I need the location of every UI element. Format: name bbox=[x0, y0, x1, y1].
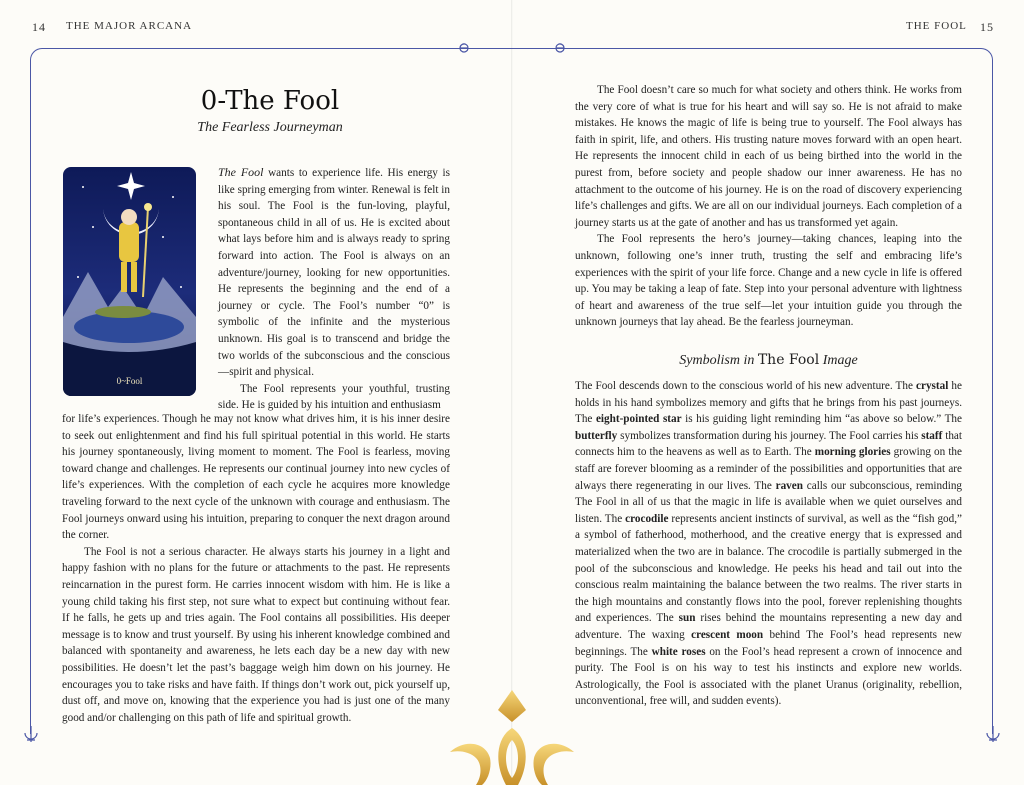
left-page-number: 14 bbox=[32, 20, 46, 34]
paragraph-2-start: The Fool represents your youthful, trusting side. He is guided by his intuition and enthusiasm bbox=[218, 382, 450, 412]
chapter-subtitle: The Fearless Journeyman bbox=[197, 120, 343, 135]
chapter-title: 0-The Fool bbox=[200, 86, 340, 116]
keyword: sun bbox=[678, 612, 696, 625]
symbolism-text bbox=[575, 378, 962, 710]
keyword: butterfly bbox=[575, 429, 618, 442]
gold-crown-ornament-icon bbox=[446, 688, 578, 785]
keyword: white roses bbox=[651, 645, 706, 658]
symbolism-heading: Symbolism in The Fool Image bbox=[679, 352, 858, 368]
right-page-number: 15 bbox=[980, 20, 994, 34]
keyword: crescent moon bbox=[691, 628, 764, 641]
intro-text-column bbox=[218, 164, 450, 414]
keyword: staff bbox=[921, 429, 943, 442]
paragraph-2-continued: for life’s experiences. Though he may not know what drives him, it is his inner desire to seek out enlightenment and find his full spiritual potential in this world. He starts his journey spontaneously, living moment to moment. The Fool is fearless, moving toward change and challenges. He represents our continual journey into new cycles of life’s experiences. With the completion of each cycle he acquires more knowledge traveling forward to the next cycle of the unknown with courage and enthusiasm. The Fool journeys onward using his intuition, preparing to conquer the next dragon around the corner. bbox=[62, 413, 450, 542]
lead-word: The Fool bbox=[218, 165, 264, 179]
right-body-text bbox=[575, 82, 962, 331]
fool-tarot-card bbox=[63, 167, 196, 396]
symbolism-paragraph: The Fool descends down to the conscious world of his new adventure. The crystal he holds in his hand symbolizes memory and gifts that he brings from his past journeys. The eight-pointed star is his guiding light reminding him “as above so below.” The butterfly symbolizes transformation during his journey. The Fool carries his staff that connects him to the heavens as well as to Earth. The morning glories growing on the staff are forever blooming as a reminder of the possibilities and opportunities that are always there regenerating in our lives. The raven calls our subconscious, reminding The Fool in all of us that the magic in life is available when we quiet ourselves and listen. The crocodile represents ancient instincts of survival, as well as the “fish god,” a symbol of fatherhood, motherhood, and the creative energy that is expressed and materialized when the two are in balance. The crocodile is partially submerged in the pool of the subconscious and knowledge. He peeks his head and tail out into the conscious realm maintaining the balance between the two realms. The river starts in the high mountains and constantly flows into the pool, forever replenishing thoughts and experiences. The sun rises behind the mountains representing a new day and adventure. The waxing crescent moon behind The Fool’s head represents new beginnings. The white roses on the Fool’s head represent a crown of innocence and purity. The Fool is on his way to test his instincts and explore new worlds. Astrologically, the Fool is associated with the planet Uranus (originality, rebellion, unconventional, free will, and sudden events). bbox=[575, 380, 963, 708]
card-label: 0~Fool bbox=[116, 376, 143, 386]
frame-ornament-icon bbox=[458, 40, 476, 56]
tarot-card-illustration bbox=[63, 167, 196, 396]
keyword: raven bbox=[775, 479, 803, 492]
corner-ornament-icon bbox=[22, 724, 40, 744]
paragraph-4: The Fool doesn’t care so much for what society and others think. He works from the very core of what is true for his heart and will say so. He is not afraid to make mistakes. He knows the magic of life is being true to yourself. The Fool always has faith in spirit, life, and others. His trusting nature moves forward with an open heart. He represents the innocent child in each of us being birthed into the world in the purest from, before society and people shadow our inner awareness. He has no attachment to the outcome of his journey. He is on the road of discovery experiencing life’s challenges and gifts. We are all on our individual journeys. Each completion of a journey starts us at the gate of another and has us transformed yet again. bbox=[575, 84, 962, 229]
keyword: morning glories bbox=[814, 446, 891, 459]
keyword: crystal bbox=[916, 380, 949, 392]
left-running-head: THE MAJOR ARCANA bbox=[66, 20, 193, 32]
paragraph-5: The Fool represents the hero’s journey—taking chances, leaping into the unknown, following one’s inner truth, trusting the self and embracing life’s experiences with the spirit of your life force. Change and a new cycle in life is offered up. You may be taking a leap of fate. Step into your personal adventure with lightness of heart and awareness of the true self—let your intuition guide you through the unknown journeys that lay ahead. Be the fearless journeyman. bbox=[575, 233, 962, 329]
corner-ornament-icon bbox=[984, 724, 1002, 744]
paragraph-1: The Fool wants to experience life. His energy is like spring emerging from winter. Renewal is felt in his soul. The Fool is the fun-loving, playful, spontaneous child in all of us. He is excited about what lays before him and is always ready to spring forward into action. The Fool is always on an adventure/journey, looking for new opportunities. He represents the beginning and the end of a journey or cycle. The Fool’s number “0” is symbolic of the infinite and the mysterious unknown. His goal is to transcend and bridge the two worlds of the subconscious and the conscious—spirit and physical. bbox=[218, 165, 450, 379]
right-running-head: THE FOOL bbox=[906, 20, 967, 32]
frame-ornament-icon bbox=[548, 40, 566, 56]
paragraph-3: The Fool is not a serious character. He always starts his journey in a light and happy fashion with no plans for the future or attachments to the past. He represents reincarnation in the purest form. He carries innocent wisdom with him. He is like a young child taking his first step, not sure what to expect but continuing without fear. If he falls, he gets up and tries again. The Fool contains all possibilities. His deeper message is to know and trust yourself. By using his inherent knowledge combined and balanced with spontaneity and awareness, he lets each day be a new day with new possibilities. He doesn’t let the past’s baggage weigh him down on his journey. He encourages you to take risks and have faith. If things don’t work out, pick yourself up, dust off, and move on, knowing that the experience you had is just one of the many good and/or challenging on this path of life and spiritual growth. bbox=[62, 545, 450, 724]
left-body-text bbox=[62, 411, 450, 726]
keyword: crocodile bbox=[625, 512, 669, 525]
keyword: eight-pointed star bbox=[595, 413, 682, 426]
